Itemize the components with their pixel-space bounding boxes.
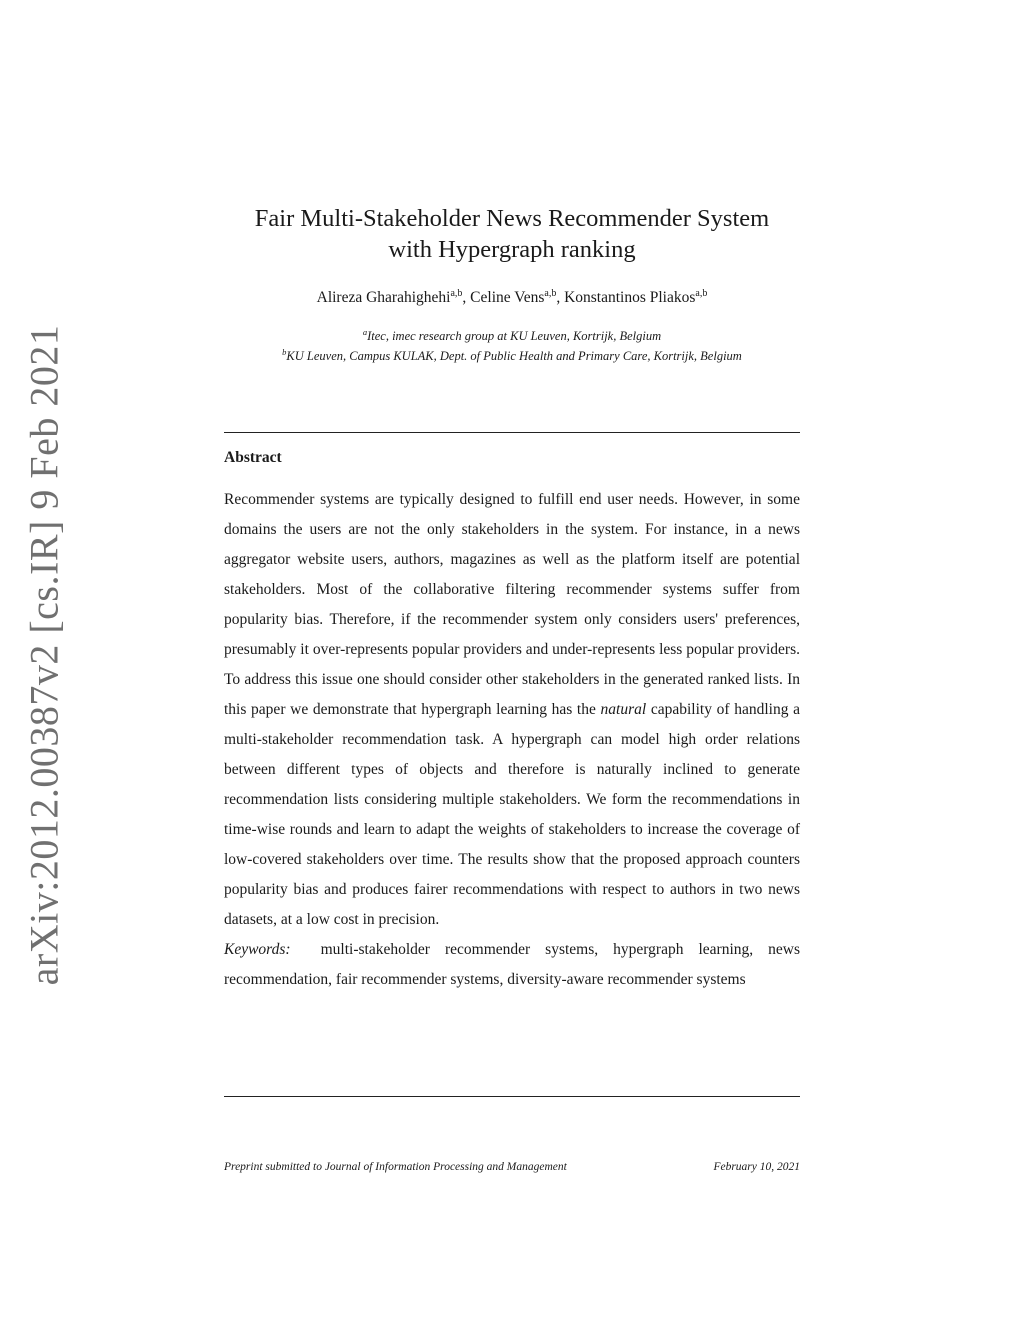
- keywords-text: multi-stakeholder recommender systems, hypergraph learning, news recommendation, fair recommender systems, diversity-aware recommender systems: [224, 941, 800, 988]
- preprint-note: Preprint submitted to Journal of Information Processing and Management: [224, 1161, 567, 1173]
- keywords: [224, 935, 800, 995]
- top-rule: [224, 432, 800, 433]
- abstract-paragraph: Recommender systems are typically designed to fulfill end user needs. However, in some domains the users are not the only stakeholders in the system. For instance, in a news aggregator website users, authors, magazines as well as the platform itself are potential stakeholders. Most of the collaborative filtering recommender systems suffer from popularity bias. Therefore, if the recommender system only considers users' preferences, presumably it over-represents popular providers and under-represents less popular providers. To address this issue one should consider other stakeholders in the generated ranked lists. In this paper we demonstrate that hypergraph learning has the natural capability of handling a multi-stakeholder recommendation task. A hypergraph can model high order relations between different types of objects and therefore is naturally inclined to generate recommendation lists considering multiple stakeholders. We form the recommendations in time-wise rounds and learn to adapt the weights of stakeholders to increase the coverage of low-covered stakeholders over time. The results show that the proposed approach counters popularity bias and produces fairer recommendations with respect to authors in two news datasets, at a low cost in precision.: [224, 491, 800, 928]
- preprint-footer: [224, 1161, 800, 1173]
- arxiv-identifier: arXiv:2012.00387v2 [cs.IR] 9 Feb 2021: [21, 324, 67, 986]
- bottom-rule: [224, 1096, 800, 1097]
- author: Konstantinos Pliakos$^{a,b}$: [564, 288, 708, 307]
- abstract-heading: Abstract: [224, 449, 282, 466]
- paper-title: [224, 203, 800, 265]
- abstract-body: [224, 485, 800, 995]
- affiliations: [240, 324, 784, 364]
- title-line-2: with Hypergraph ranking: [388, 236, 636, 263]
- preprint-date: February 10, 2021: [713, 1161, 800, 1173]
- author: Celine Vens$^{a,b}$,: [470, 288, 565, 307]
- title-line-1: Fair Multi-Stakeholder News Recommender System: [254, 205, 770, 232]
- author: Alireza Gharahighehi$^{a,b}$,: [316, 288, 471, 307]
- author-list: [224, 288, 800, 307]
- keywords-label: Keywords:: [224, 941, 291, 958]
- emphasis: natural: [600, 701, 647, 718]
- affiliation-b: $^b$KU Leuven, Campus KULAK, Dept. of Public Health and Primary Care, Kortrijk, Belgium: [282, 347, 742, 364]
- affiliation-a: $^a$Itec, imec research group at KU Leuven, Kortrijk, Belgium: [362, 327, 662, 344]
